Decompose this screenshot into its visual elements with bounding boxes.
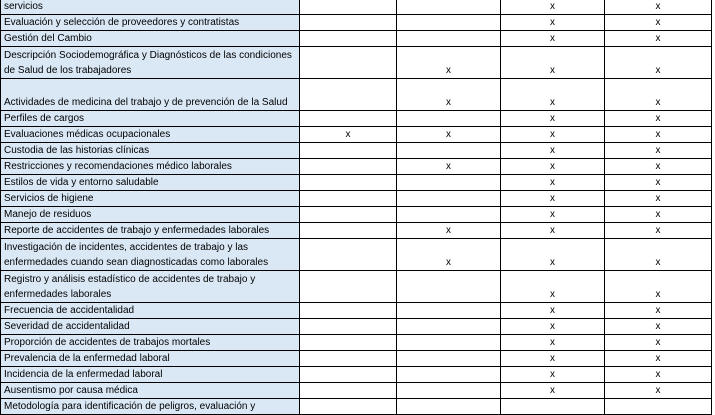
mark-cell[interactable]	[397, 111, 501, 127]
mark-cell[interactable]: x	[605, 0, 712, 15]
mark-cell[interactable]	[300, 31, 397, 47]
row-label-cell[interactable]: Perfiles de cargos	[1, 111, 300, 127]
mark-cell[interactable]: x	[501, 207, 605, 223]
table-row	[1, 335, 712, 351]
row-label-cell[interactable]: Investigación de incidentes, accidentes de trabajo y las enfermedades cuando sean diagnosticadas como laborales	[1, 239, 300, 271]
table-row	[1, 79, 712, 111]
mark-cell[interactable]	[397, 143, 501, 159]
mark-cell[interactable]	[300, 383, 397, 399]
mark-cell[interactable]	[300, 15, 397, 31]
mark-cell[interactable]: x	[605, 367, 712, 383]
mark-cell[interactable]	[397, 399, 501, 415]
mark-cell[interactable]	[300, 351, 397, 367]
table-row	[1, 271, 712, 303]
row-label-cell[interactable]: Frecuencia de accidentalidad	[1, 303, 300, 319]
mark-cell[interactable]: x	[605, 271, 712, 303]
mark-cell[interactable]: x	[605, 383, 712, 399]
mark-cell[interactable]	[397, 191, 501, 207]
mark-cell[interactable]: x	[605, 15, 712, 31]
mark-cell[interactable]	[397, 351, 501, 367]
row-label-cell[interactable]: Estilos de vida y entorno saludable	[1, 175, 300, 191]
mark-cell[interactable]: x	[501, 367, 605, 383]
mark-cell[interactable]: x	[605, 31, 712, 47]
mark-cell[interactable]	[397, 31, 501, 47]
row-label-cell[interactable]: Manejo de residuos	[1, 207, 300, 223]
mark-cell[interactable]	[300, 367, 397, 383]
table-row	[1, 15, 712, 31]
mark-cell[interactable]: x	[501, 159, 605, 175]
mark-cell[interactable]	[300, 175, 397, 191]
mark-cell[interactable]: x	[501, 383, 605, 399]
row-label-cell[interactable]: Restricciones y recomendaciones médico laborales	[1, 159, 300, 175]
row-label-cell[interactable]: Descripción Sociodemográfica y Diagnósticos de las condiciones de Salud de los trabajadores	[1, 47, 300, 79]
mark-cell[interactable]: x	[501, 47, 605, 79]
row-label-cell[interactable]: Evaluación y selección de proveedores y contratistas	[1, 15, 300, 31]
mark-cell[interactable]: x	[605, 207, 712, 223]
table-row	[1, 175, 712, 191]
mark-cell[interactable]	[300, 239, 397, 271]
table-row	[1, 383, 712, 399]
row-label-cell[interactable]: Custodia de las historias clínicas	[1, 143, 300, 159]
mark-cell[interactable]: x	[397, 223, 501, 239]
table-body	[1, 0, 712, 415]
mark-cell[interactable]	[397, 207, 501, 223]
table-row	[1, 191, 712, 207]
mark-cell[interactable]: x	[501, 111, 605, 127]
mark-cell[interactable]	[605, 399, 712, 415]
mark-cell[interactable]	[397, 15, 501, 31]
mark-cell[interactable]: x	[605, 335, 712, 351]
mark-cell[interactable]: x	[605, 191, 712, 207]
mark-cell[interactable]: x	[501, 127, 605, 143]
mark-cell[interactable]: x	[605, 319, 712, 335]
row-label-cell[interactable]: Reporte de accidentes de trabajo y enfermedades laborales	[1, 223, 300, 239]
mark-cell[interactable]	[397, 0, 501, 15]
mark-cell[interactable]	[397, 367, 501, 383]
mark-cell[interactable]	[300, 303, 397, 319]
mark-cell[interactable]	[300, 143, 397, 159]
row-label-cell[interactable]: Gestión del Cambio	[1, 31, 300, 47]
row-label-cell[interactable]: Incidencia de la enfermedad laboral	[1, 367, 300, 383]
mark-cell[interactable]: x	[397, 159, 501, 175]
table-row	[1, 143, 712, 159]
mark-cell[interactable]: x	[501, 303, 605, 319]
mark-cell[interactable]	[397, 319, 501, 335]
mark-cell[interactable]	[300, 207, 397, 223]
mark-cell[interactable]: x	[397, 239, 501, 271]
table-row	[1, 351, 712, 367]
mark-cell[interactable]	[300, 399, 397, 415]
mark-cell[interactable]	[300, 111, 397, 127]
mark-cell[interactable]	[300, 223, 397, 239]
row-label-cell[interactable]: Prevalencia de la enfermedad laboral	[1, 351, 300, 367]
mark-cell[interactable]: x	[300, 127, 397, 143]
mark-cell[interactable]: x	[501, 191, 605, 207]
table-row	[1, 207, 712, 223]
mark-cell[interactable]: x	[605, 127, 712, 143]
mark-cell[interactable]	[300, 0, 397, 15]
mark-cell[interactable]: x	[501, 271, 605, 303]
table-row	[1, 0, 712, 15]
table-row	[1, 223, 712, 239]
mark-cell[interactable]	[300, 191, 397, 207]
row-label-cell[interactable]: Ausentismo por causa médica	[1, 383, 300, 399]
mark-cell[interactable]: x	[501, 0, 605, 15]
mark-cell[interactable]: x	[501, 351, 605, 367]
table-row	[1, 47, 712, 79]
row-label-cell[interactable]: Severidad de accidentalidad	[1, 319, 300, 335]
table-row	[1, 111, 712, 127]
mark-cell[interactable]: x	[605, 239, 712, 271]
table-row	[1, 319, 712, 335]
mark-cell[interactable]	[397, 383, 501, 399]
mark-cell[interactable]	[300, 159, 397, 175]
mark-cell[interactable]	[501, 399, 605, 415]
mark-cell[interactable]: x	[605, 351, 712, 367]
mark-cell[interactable]: x	[605, 47, 712, 79]
mark-cell[interactable]	[300, 79, 397, 111]
mark-cell[interactable]: x	[605, 223, 712, 239]
table-row	[1, 127, 712, 143]
row-label-cell[interactable]: Servicios de higiene	[1, 191, 300, 207]
mark-cell[interactable]: x	[605, 159, 712, 175]
table-row	[1, 399, 712, 415]
mark-cell[interactable]: x	[605, 175, 712, 191]
table-row	[1, 303, 712, 319]
mark-cell[interactable]: x	[501, 335, 605, 351]
mark-cell[interactable]: x	[501, 143, 605, 159]
mark-cell[interactable]: x	[605, 303, 712, 319]
mark-cell[interactable]	[397, 175, 501, 191]
mark-cell[interactable]	[300, 47, 397, 79]
mark-cell[interactable]: x	[501, 319, 605, 335]
mark-cell[interactable]	[300, 319, 397, 335]
mark-cell[interactable]: x	[397, 127, 501, 143]
mark-cell[interactable]: x	[605, 79, 712, 111]
mark-cell[interactable]: x	[605, 111, 712, 127]
mark-cell[interactable]: x	[501, 31, 605, 47]
mark-cell[interactable]	[397, 303, 501, 319]
row-label-cell[interactable]: Evaluaciones médicas ocupacionales	[1, 127, 300, 143]
mark-cell[interactable]: x	[501, 79, 605, 111]
table-row	[1, 239, 712, 271]
mark-cell[interactable]: x	[501, 239, 605, 271]
mark-cell[interactable]: x	[605, 143, 712, 159]
mark-cell[interactable]	[397, 271, 501, 303]
mark-cell[interactable]	[300, 335, 397, 351]
row-label-cell[interactable]: Registro y análisis estadístico de accidentes de trabajo y enfermedades laborales	[1, 271, 300, 303]
mark-cell[interactable]: x	[501, 15, 605, 31]
row-label-cell[interactable]: servicios	[1, 0, 300, 15]
table-row	[1, 31, 712, 47]
row-label-cell[interactable]: Metodología para identificación de peligros, evaluación y	[1, 399, 300, 415]
mark-cell[interactable]: x	[501, 175, 605, 191]
table-row	[1, 159, 712, 175]
row-label-cell[interactable]: Actividades de medicina del trabajo y de prevención de la Salud	[1, 79, 300, 111]
row-label-cell[interactable]: Proporción de accidentes de trabajos mortales	[1, 335, 300, 351]
mark-cell[interactable]: x	[397, 47, 501, 79]
mark-cell[interactable]	[300, 271, 397, 303]
mark-cell[interactable]: x	[501, 223, 605, 239]
mark-cell[interactable]	[397, 335, 501, 351]
table-row	[1, 367, 712, 383]
mark-cell[interactable]: x	[397, 79, 501, 111]
